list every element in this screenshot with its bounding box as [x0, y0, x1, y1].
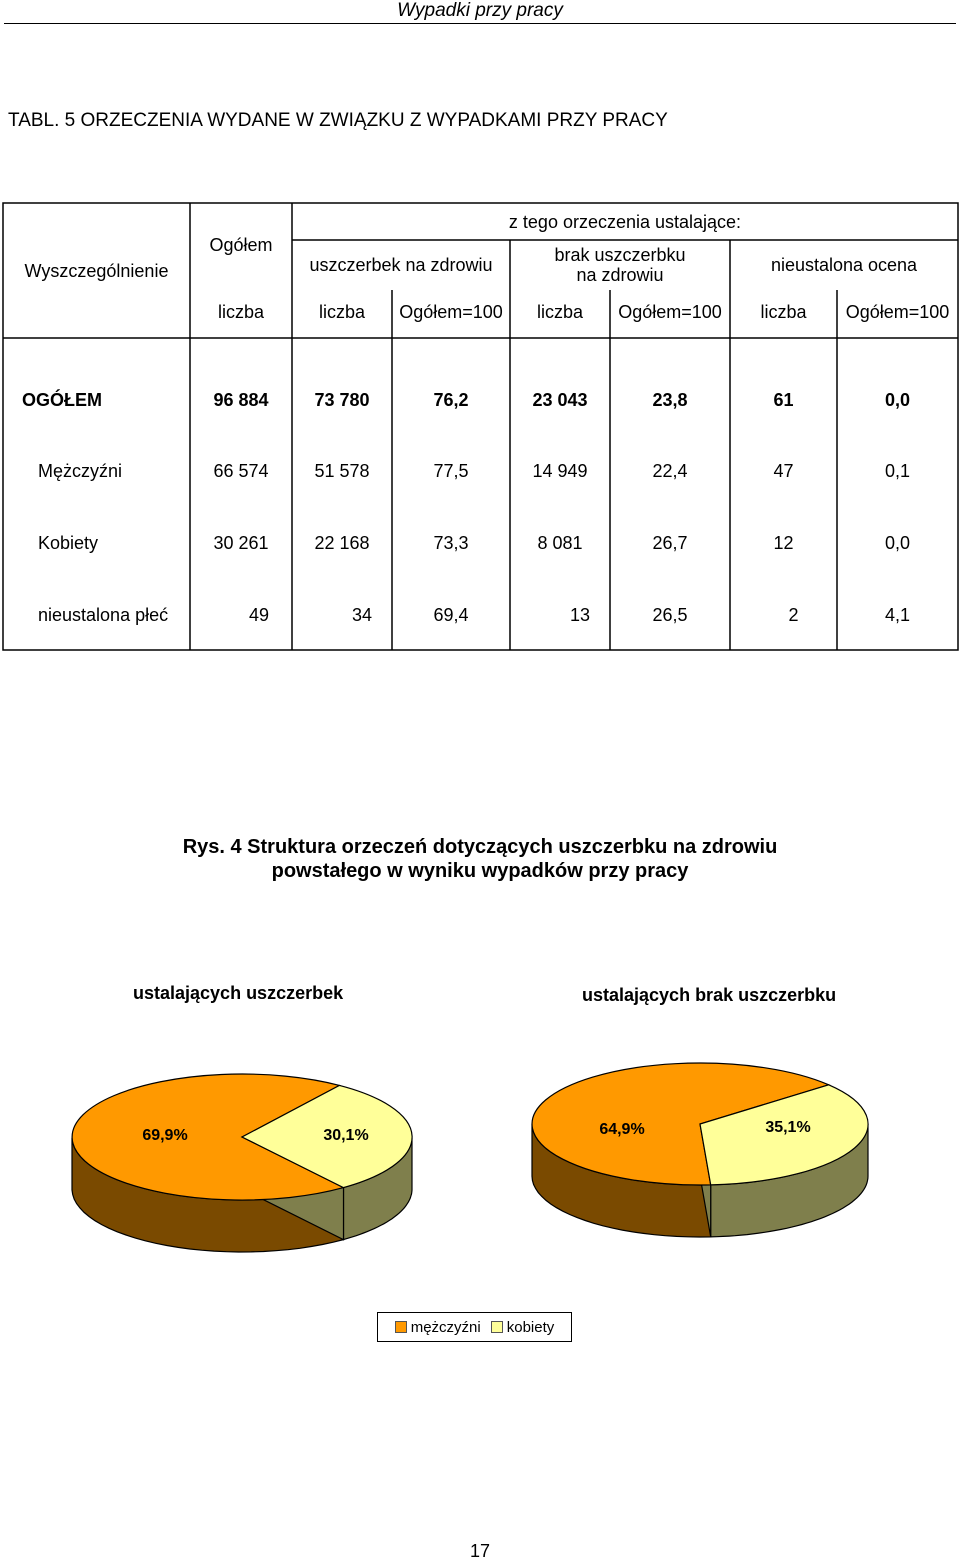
- pie-data-label: 69,9%: [142, 1127, 188, 1144]
- unit-undetermined-pct: Ogółem=100: [845, 302, 950, 322]
- pie-chart-1: [72, 1074, 412, 1252]
- chart-title-no-injury: ustalających brak uszczerbku: [582, 985, 837, 1005]
- row-label: Kobiety: [38, 533, 99, 553]
- table-cell: 73,3: [433, 533, 469, 553]
- table-cell: 0,1: [884, 461, 911, 481]
- unit-no-injury-pct: Ogółem=100: [618, 302, 722, 322]
- table-cell: 26,5: [652, 605, 688, 625]
- unit-total: liczba: [217, 302, 265, 322]
- table-cell: 69,4: [433, 605, 469, 625]
- pie-data-label: 30,1%: [323, 1127, 369, 1144]
- page-header: Wypadki przy pracy: [397, 0, 563, 21]
- unit-injury-count: liczba: [318, 302, 366, 322]
- table-cell: 23,8: [652, 390, 688, 410]
- header-row-label: Wyszczególnienie: [24, 260, 169, 281]
- table-cell: 34: [351, 605, 373, 625]
- legend-swatch-men: [395, 1321, 407, 1333]
- table-cell: 14 949: [532, 461, 588, 481]
- pie-data-label: 64,9%: [599, 1121, 645, 1138]
- table-cell: 2: [788, 605, 799, 625]
- chart-legend: [377, 1312, 572, 1342]
- table-title: TABL. 5 ORZECZENIA WYDANE W ZWIĄZKU Z WYPADKAMI PRZY PRACY: [8, 110, 668, 131]
- table-cell: 66 574: [213, 461, 269, 481]
- table-cell: 0,0: [884, 390, 911, 410]
- table-cell: 23 043: [532, 390, 588, 410]
- table-cell: 73 780: [314, 390, 370, 410]
- legend-item-men: [395, 1319, 481, 1336]
- table-cell: 61: [773, 390, 794, 410]
- pie-chart-2: [532, 1063, 868, 1237]
- table-cell: 8 081: [537, 533, 583, 553]
- table-cell: 22 168: [314, 533, 370, 553]
- chart-title-injury: ustalających uszczerbek: [133, 983, 344, 1003]
- page-number: 17: [469, 1541, 491, 1561]
- header-no-injury: brak uszczerbku na zdrowiu: [554, 245, 686, 285]
- unit-injury-pct: Ogółem=100: [399, 302, 503, 322]
- figure-caption-line2: powstałego w wyniku wypadków przy pracy: [271, 860, 689, 882]
- table-cell: 77,5: [433, 461, 469, 481]
- table-cell: 30 261: [213, 533, 269, 553]
- pie-data-label: 35,1%: [765, 1119, 811, 1136]
- table-cell: 22,4: [652, 461, 688, 481]
- header-group: z tego orzeczenia ustalające:: [508, 211, 742, 232]
- table-cell: 76,2: [433, 390, 469, 410]
- legend-label-men: mężczyźni: [410, 1318, 481, 1336]
- header-injury: uszczerbek na zdrowiu: [309, 255, 493, 275]
- unit-no-injury-count: liczba: [536, 302, 584, 322]
- header-undetermined: nieustalona ocena: [770, 255, 918, 275]
- row-label: nieustalona płeć: [38, 605, 169, 625]
- table-cell: 0,0: [884, 533, 911, 553]
- legend-swatch-women: [491, 1321, 503, 1333]
- unit-undetermined-count: liczba: [760, 302, 807, 322]
- figure-caption-line1: Rys. 4 Struktura orzeczeń dotyczących uszczerbku na zdrowiu: [182, 836, 778, 858]
- table-cell: 12: [773, 533, 794, 553]
- legend-label-women: kobiety: [506, 1318, 555, 1336]
- row-label: OGÓŁEM: [22, 390, 102, 410]
- header-total: Ogółem: [209, 235, 273, 255]
- row-label: Mężczyźni: [38, 461, 123, 481]
- table-cell: 96 884: [213, 390, 269, 410]
- table-cell: 26,7: [652, 533, 688, 553]
- table-cell: 47: [773, 461, 794, 481]
- legend-item-women: [491, 1319, 555, 1336]
- table-cell: 51 578: [314, 461, 370, 481]
- table-cell: 13: [569, 605, 591, 625]
- table-cell: 4,1: [884, 605, 911, 625]
- table-cell: 49: [248, 605, 270, 625]
